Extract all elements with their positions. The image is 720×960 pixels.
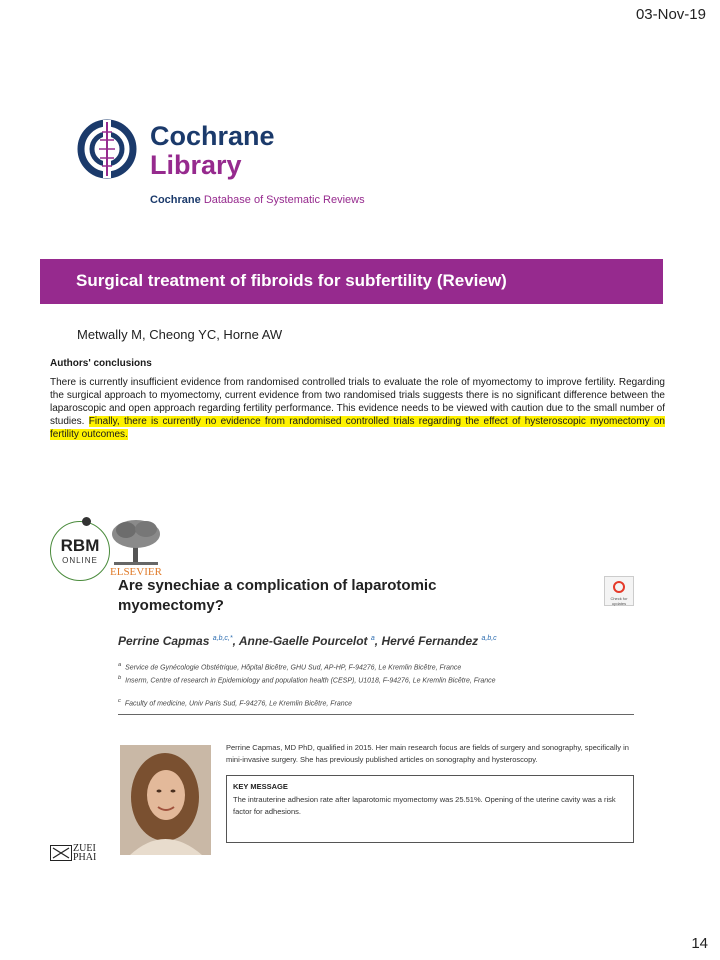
- author-affiliation-marks: a,b,c: [481, 635, 497, 642]
- check-updates-label: Check for updates: [610, 596, 628, 606]
- key-message-text: The intrauterine adhesion rate after laparotomic myomectomy was 25.51%. Opening of the uterine cavity was a risk factor for adhesions.: [233, 795, 616, 816]
- rbm-logo-main: RBM: [60, 536, 100, 555]
- check-updates-icon: [613, 581, 625, 593]
- conclusions-text: There is currently insufficient evidence from randomised controlled trials to evaluate the role of myomectomy to improve fertility. Regarding the surgical approach to myomectomy, current evidence from two randomised trials suggests there is no significant difference between the laparoscopic and open approach regarding fertility performance. This evidence needs to be viewed with caution due to the small number of studies.: [50, 377, 665, 427]
- elsevier-wordmark: ELSEVIER: [110, 566, 162, 578]
- database-subtitle-rest: Database of Systematic Reviews: [203, 194, 365, 206]
- conclusions-paragraph: [50, 376, 665, 441]
- review-title-banner: [40, 259, 663, 304]
- divider: [118, 714, 634, 715]
- author-name: Perrine Capmas: [118, 634, 210, 648]
- affiliation-c: [118, 696, 518, 709]
- author-bio: Perrine Capmas, MD PhD, qualified in 2015. Her main research focus are fields of surgery and sonography, specifically in mini-invasive surgery. She has previously published articles on sonography and hysteroscopy.: [226, 743, 629, 764]
- article-title: [118, 576, 436, 616]
- logo-line-cochrane: Cochrane: [150, 121, 275, 151]
- cochrane-logo-icon: [76, 118, 138, 180]
- footer-logo-line-2: PHAI: [73, 852, 97, 863]
- affiliation-a: [118, 660, 518, 673]
- rbm-logo-sub: ONLINE: [62, 556, 98, 565]
- database-subtitle-brand: Cochrane: [150, 194, 201, 206]
- logo-dot: [82, 517, 91, 526]
- rbm-online-logo: [50, 521, 110, 581]
- affiliation-mark: a: [118, 662, 122, 668]
- author-affiliation-marks: a: [370, 635, 375, 642]
- publisher-footer-logo-icon: [50, 845, 72, 861]
- article-authors: Perrine Capmas $^{a,b,c,*}$, Anne-Gaelle Pourcelot $^a$, Hervé Fernandez $^{a,b,c}$: [118, 634, 497, 648]
- cochrane-library-logo-text: [150, 122, 275, 180]
- check-for-updates-badge[interactable]: [604, 576, 634, 606]
- review-authors: Metwally M, Cheong YC, Horne AW: [77, 327, 283, 342]
- key-message-box: [226, 775, 634, 843]
- affiliation-text: Inserm, Centre of research in Epidemiology and population health (CESP), U1018, F-94276, Le Kremlin Bicêtre, France: [125, 677, 496, 685]
- elsevier-tree-icon: [110, 518, 162, 566]
- author-photo: [120, 745, 211, 855]
- affiliation-mark: c: [118, 698, 121, 704]
- key-message-heading: KEY MESSAGE: [233, 782, 288, 791]
- conclusions-heading: Authors' conclusions: [50, 358, 152, 369]
- affiliation-text: Service de Gynécologie Obstétrique, Hôpital Bicêtre, GHU Sud, AP-HP, F-94276, Le Kremlin Bicêtre, France: [125, 664, 462, 672]
- conclusions-highlight: Finally, there is currently no evidence from randomised controlled trials regarding the effect of hysteroscopic myomectomy on fertility outcomes.: [50, 416, 665, 440]
- affiliation-text: Faculty of medicine, Univ Paris Sud, F-94276, Le Kremlin Bicêtre, France: [124, 700, 353, 708]
- page-number: 14: [691, 935, 708, 952]
- article-title-line-2: myomectomy?: [118, 597, 224, 614]
- author-affiliation-marks: a,b,c,*: [212, 635, 233, 642]
- affiliation-mark: b: [118, 675, 122, 681]
- review-title: Surgical treatment of fibroids for subfertility (Review): [76, 271, 507, 290]
- slide-date: 03-Nov-19: [635, 6, 706, 23]
- footer-logo-line-1: ZUEI: [73, 843, 96, 854]
- publisher-footer-logo-text: [73, 844, 96, 862]
- database-subtitle: [150, 194, 365, 206]
- affiliation-b: [118, 673, 518, 686]
- author-name: Hervé Fernandez: [381, 634, 479, 648]
- logo-line-library: Library: [150, 150, 242, 180]
- article-title-line-1: Are synechiae a complication of laparotomic: [118, 577, 437, 594]
- author-name: Anne-Gaelle Pourcelot: [238, 634, 368, 648]
